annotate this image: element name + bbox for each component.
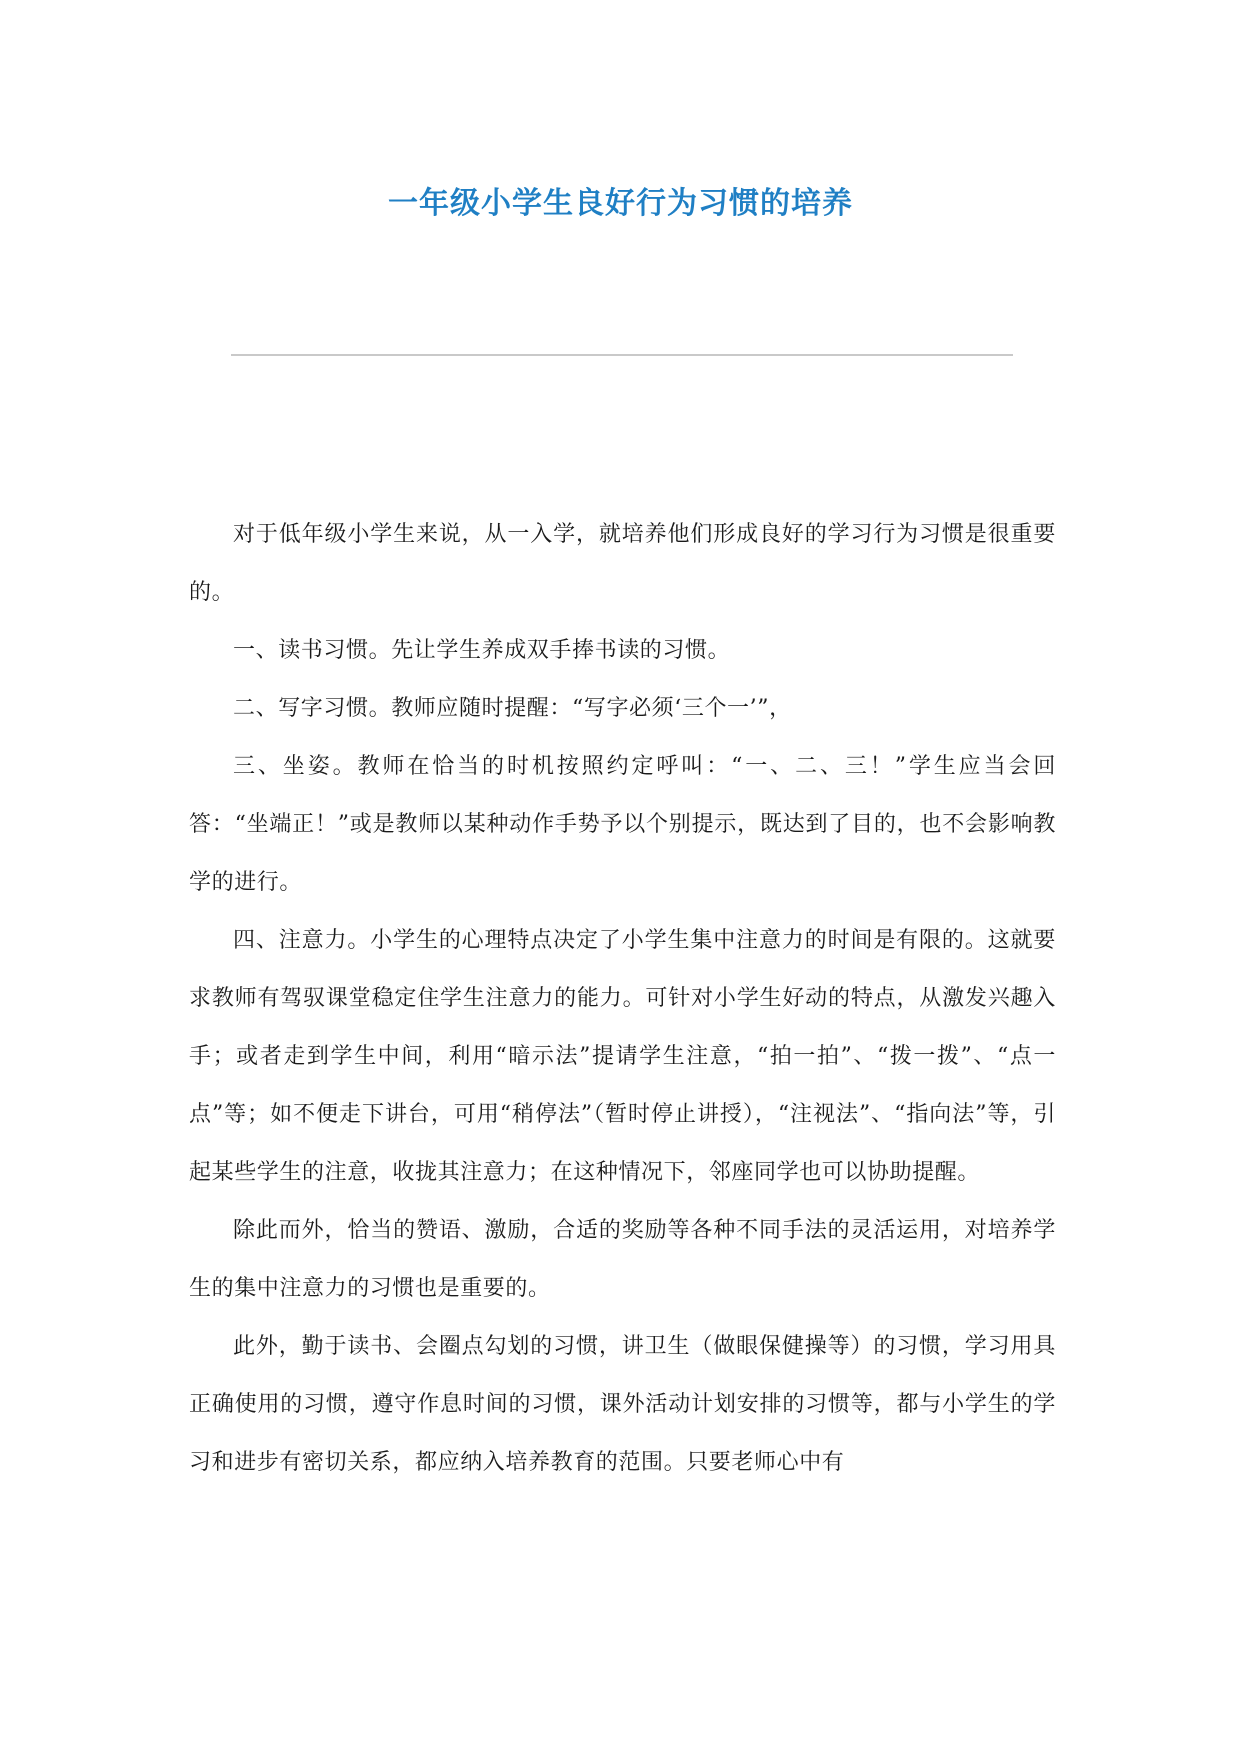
paragraph-intro: 对于低年级小学生来说，从一入学，就培养他们形成良好的学习行为习惯是很重要的。 (189, 522, 1056, 605)
paragraph-sitting-posture: 三、坐姿。教师在恰当的时机按照约定呼叫：“一、二、三！”学生应当会回答：“坐端正！”或是教师以某种动作手势予以个别提示，既达到了目的，也不会影响教学的进行。 (189, 754, 1056, 895)
title-divider (231, 354, 1013, 356)
paragraph-other-habits: 此外，勤于读书、会圈点勾划的习惯，讲卫生（做眼保健操等）的习惯，学习用具正确使用的习惯，遵守作息时间的习惯，课外活动计划安排的习惯等，都与小学生的学习和进步有密切关系，都应纳入培养教育的范围。只要老师心中有 (189, 1334, 1056, 1475)
paragraph-praise: 除此而外，恰当的赞语、激励，合适的奖励等各种不同手法的灵活运用，对培养学生的集中注意力的习惯也是重要的。 (189, 1218, 1056, 1301)
paragraph-reading-habit: 一、读书习惯。先让学生养成双手捧书读的习惯。 (233, 638, 731, 663)
document-title: 一年级小学生良好行为习惯的培养 (388, 186, 853, 221)
paragraph-attention: 四、注意力。小学生的心理特点决定了小学生集中注意力的时间是有限的。这就要求教师有驾驭课堂稳定住学生注意力的能力。可针对小学生好动的特点，从激发兴趣入手；或者走到学生中间，利用“暗示法”提请学生注意，“拍一拍”、“拨一拨”、“点一点”等；如不便走下讲台，可用“稍停法”（暂时停止讲授），“注视法”、“指向法”等，引起某些学生的注意，收拢其注意力；在这种情况下，邻座同学也可以协助提醒。 (189, 928, 1056, 1185)
document-body (189, 506, 1056, 1492)
paragraph-writing-habit: 二、写字习惯。教师应随时提醒：“写字必须‘三个一’”， (233, 696, 792, 721)
